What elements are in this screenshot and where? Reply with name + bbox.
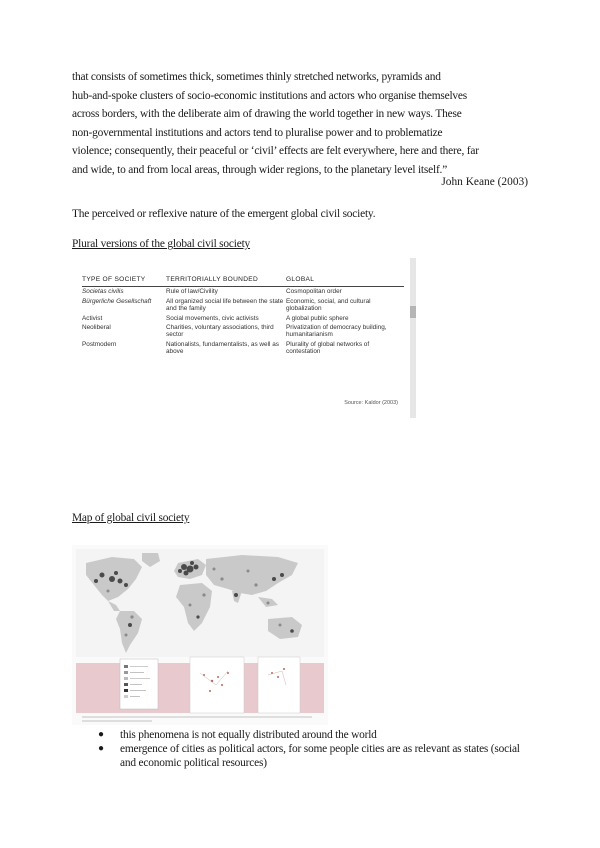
bullet-text: this phenomena is not equally distributed around the world <box>120 729 377 741</box>
table-cell: Social movements, civic activists <box>166 314 259 322</box>
bullet-icon: ● <box>98 743 104 754</box>
table-row <box>82 323 404 340</box>
section-heading-plural-versions: Plural versions of the global civil society <box>72 238 251 250</box>
table-cell: Charities, voluntary associations, third sector <box>166 324 274 339</box>
society-table <box>82 276 404 357</box>
table-row <box>82 340 404 357</box>
quote-line: violence; consequently, their peaceful or ‘civil’ effects are felt everywhere, here and there, far <box>72 145 479 157</box>
table-cell: Bürgerliche Gesellschaft <box>82 297 152 305</box>
list-item <box>98 728 538 742</box>
table-header: TYPE OF SOCIETY <box>82 276 166 287</box>
world-map-figure <box>72 545 328 725</box>
table-cell: A global public sphere <box>286 314 349 322</box>
quote-line: that consists of sometimes thick, sometimes thinly stretched networks, pyramids and <box>72 71 441 83</box>
bullet-list <box>98 728 538 770</box>
bullet-text: emergence of cities as political actors, for some people cities are as relevant as states (social and economic political resources) <box>120 743 520 769</box>
table-cell: Postmodern <box>82 340 117 348</box>
world-map-image <box>72 545 328 725</box>
table-cell: Privatization of democracy building, humanitarianism <box>286 324 387 339</box>
society-table-figure <box>72 262 412 418</box>
quote-line: non-governmental institutions and actors tend to pluralise power and to problematize <box>72 126 443 139</box>
table-header: GLOBAL <box>286 276 404 287</box>
table-cell: Neoliberal <box>82 324 111 332</box>
section-heading-map: Map of global civil society <box>72 512 190 524</box>
table-header: TERRITORIALLY BOUNDED <box>166 276 286 287</box>
table-row <box>82 297 404 314</box>
table-cell: Economic, social, and cultural globalization <box>286 297 371 313</box>
quote-attribution: John Keane (2003) <box>441 176 528 188</box>
table-cell: Societas civilis <box>82 288 124 296</box>
table-source: Source: Kaldor (2003) <box>344 400 398 406</box>
figure-scrollbar[interactable] <box>410 258 416 418</box>
quote-line: hub-and-spoke clusters of socio-economic institutions and actors who organise themselves <box>72 89 468 102</box>
table-cell: Cosmopolitan order <box>286 288 342 296</box>
quote-line: across borders, with the deliberate aim of drawing the world together in new ways. These <box>72 108 462 120</box>
body-paragraph: The perceived or reflexive nature of the emergent global civil society. <box>72 208 376 220</box>
table-cell: Rule of law/Civility <box>166 288 218 296</box>
quote-line: and wide, to and from local areas, through wider regions, to the planetary level itself.” <box>72 163 448 176</box>
table-row <box>82 287 404 297</box>
table-cell: Plurality of global networks of contestation <box>286 340 370 356</box>
scrollbar-thumb[interactable] <box>410 306 416 318</box>
table-row <box>82 314 404 323</box>
quote-block <box>72 68 530 179</box>
list-item <box>98 742 538 770</box>
table-cell: Nationalists, fundamentalists, as well as above <box>166 340 279 356</box>
table-cell: Activist <box>82 314 103 322</box>
bullet-icon: ● <box>98 729 104 740</box>
table-cell: All organized social life between the state and the family <box>166 297 284 313</box>
